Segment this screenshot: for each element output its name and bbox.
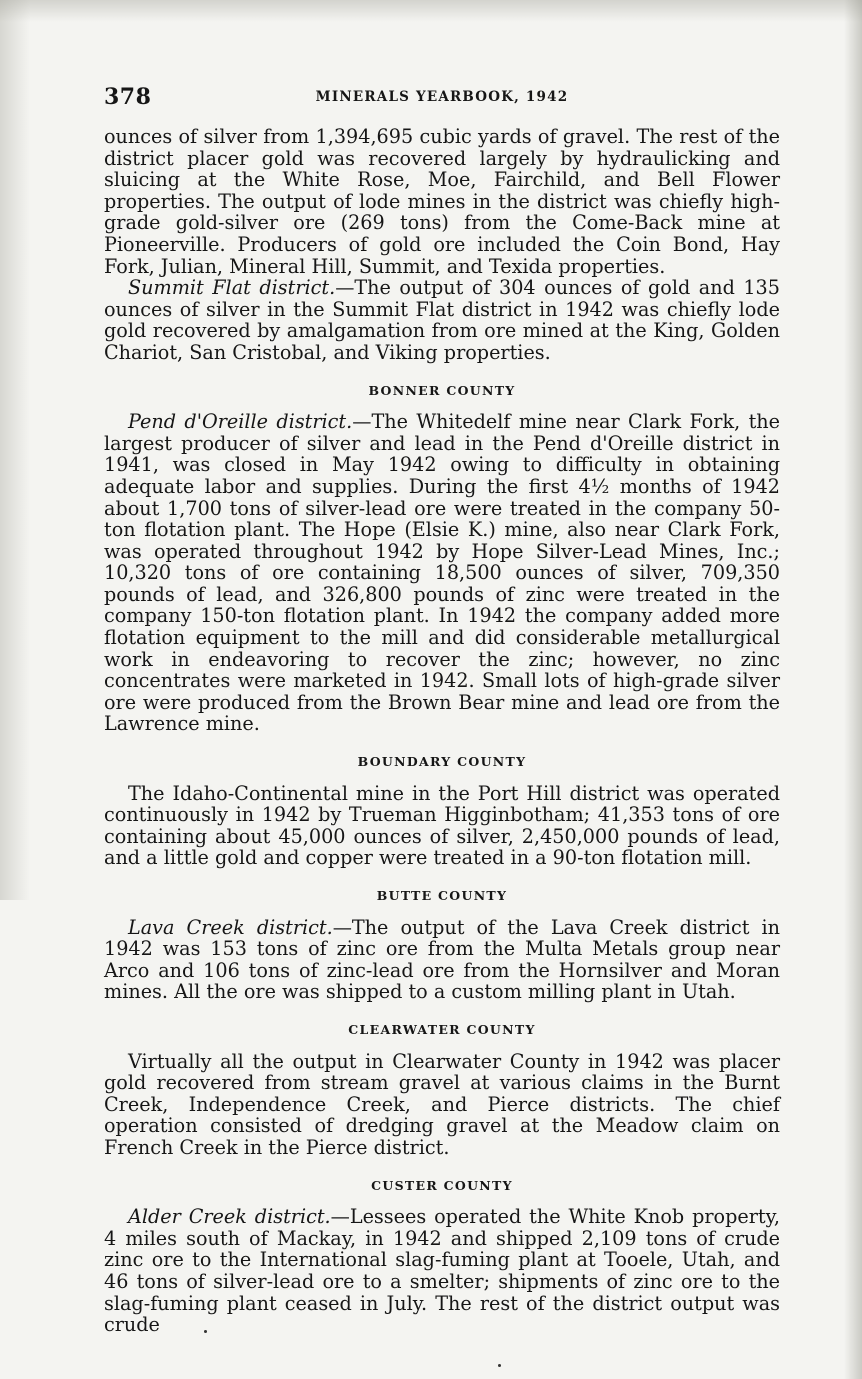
running-title: MINERALS YEARBOOK, 1942: [315, 89, 569, 105]
section-heading-clearwater: CLEARWATER COUNTY: [348, 1021, 536, 1037]
section-heading-butte: BUTTE COUNTY: [376, 888, 508, 903]
page-edge-shadow-left: [0, 0, 30, 900]
paragraph-boundary: The Idaho-Continental mine in the Port Hill district was operated continuously in 1942 by Trueman Higginbotham; 41,353 tons of ore containing about 45,000 ounces of silver, 2,450,000 pounds of lead, and a little gold and copper were treated in a 90-ton flotation mill.: [104, 781, 780, 870]
paragraph-text-butte: —The output of the Lava Creek district in 1942 was 153 tons of zinc ore from the Multa Metals group near Arco and 106 tons of zinc-lead ore from the Hornsilver and Moran mines. All the ore was shipped to a custom milling plant in Utah.: [104, 915, 780, 1004]
district-name-summit-flat: Summit Flat district.: [128, 276, 336, 300]
paragraph-text-summit-flat: —The output of 304 ounces of gold and 135 ounces of silver in the Summit Flat district in 1942 was chiefly lode gold recovered by amalgamation from ore mined at the King, Golden Chariot, San Cristobal, and Viking properties.: [104, 276, 780, 364]
paragraph-text-bonner: —The Whitedelf mine near Clark Fork, the largest producer of silver and lead in the Pend d'Oreille district in 1941, was closed in May 1942 owing to difficulty in obtaining adequate labor and supplies. During the first 4½ months of 1942 about 1,700 tons of silver-lead ore were treated in the company 50-ton flotation plant. The Hope (Elsie K.) mine, also near Clark Fork, was operated throughout 1942 by Hope Silver-Lead Mines, Inc.; 10,320 tons of ore containing 18,500 ounces of silver, 709,350 pounds of lead, and 326,800 pounds of zinc were treated in the company 150-ton flotation plant. In 1942 the company added more flotation equipment to the mill and did considerable metallurgical work in endeavoring to recover the zinc; however, no zinc concentrates were marketed in 1942. Small lots of high-grade silver ore were produced from the Brown Bear mine and lead ore from the Lawrence mine.: [104, 410, 780, 736]
page-edge-shadow-top: [0, 0, 862, 22]
paragraph-text-custer: —Lessees operated the White Knob property, 4 miles south of Mackay, in 1942 and shipped 2,109 tons of crude zinc ore to the International slag-fuming plant at Tooele, Utah, and 46 tons of silver-lead ore to a smelter; shipments of zinc ore to the slag-fuming plant ceased in July. The rest of the district output was crude: [104, 1205, 780, 1337]
district-name-pend-oreille: Pend d'Oreille district.: [128, 410, 353, 434]
section-heading-boundary: BOUNDARY COUNTY: [357, 754, 527, 770]
district-name-lava-creek: Lava Creek district.: [128, 915, 333, 939]
page-number: 378: [104, 84, 152, 110]
section-heading-custer: CUSTER COUNTY: [371, 1177, 513, 1193]
section-heading-bonner: BONNER COUNTY: [368, 382, 516, 398]
paragraph-clearwater: Virtually all the output in Clearwater County in 1942 was placer gold recovered from stream gravel at various claims in the Burnt Creek, Independence Creek, and Pierce districts. The chief operation consisted of dredging gravel at the Meadow claim on French Creek in the Pierce district.: [104, 1049, 780, 1159]
scan-speck: [498, 1364, 501, 1367]
district-name-alder-creek: Alder Creek district.: [128, 1205, 331, 1229]
page-edge-shadow-right: [844, 0, 862, 1379]
document-page: [104, 84, 780, 1336]
body-text: [104, 126, 780, 1336]
paragraph-summit-flat: [104, 277, 780, 363]
paragraph-bonner: [104, 411, 780, 735]
paragraph-custer: [104, 1206, 780, 1336]
opening-paragraph: ounces of silver from 1,394,695 cubic yards of gravel. The rest of the district placer gold was recovered largely by hydraulicking and sluicing at the White Rose, Moe, Fairchild, and Bell Flower properties. The output of lode mines in the district was chiefly high-grade gold-silver ore (269 tons) from the Come-Back mine at Pioneerville. Producers of gold ore included the Coin Bond, Hay Fork, Julian, Mineral Hill, Summit, and Texida properties.: [104, 125, 780, 278]
paragraph-butte: [104, 917, 780, 1003]
running-header: [104, 84, 780, 114]
